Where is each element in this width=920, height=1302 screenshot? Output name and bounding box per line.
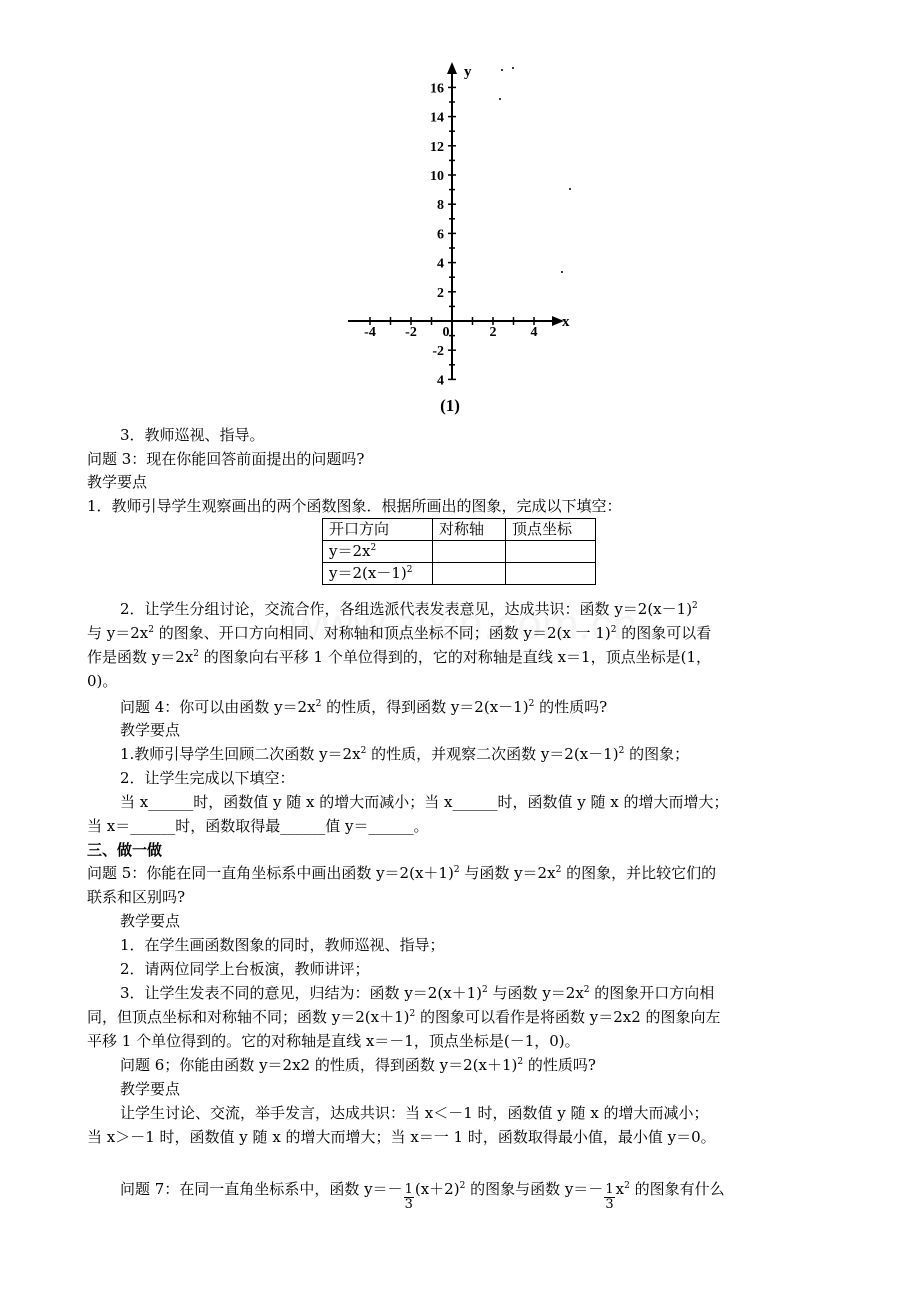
point-1: 1.教师引导学生回顾二次函数 $y=2x^2$ 的性质，并观察二次函数 $y=2(x-1)^2$ 的图象； bbox=[120, 745, 690, 763]
speck bbox=[499, 98, 501, 100]
text-line: 让学生讨论、交流，举手发言，达成共识：当 x＜－1 时，函数值 y 随 x 的增大而减小； bbox=[120, 1104, 709, 1122]
point-1: 1．在学生画函数图象的同时，教师巡视、指导； bbox=[120, 936, 445, 954]
point-1: 1．教师引导学生观察画出的两个函数图象．根据所画出的图象，完成以下填空： bbox=[87, 497, 622, 515]
x-axis-label: x bbox=[562, 314, 570, 330]
text-line: 0)。 bbox=[87, 672, 118, 690]
point-2: 2．让学生分组讨论，交流合作，各组选派代表发表意见，达成共识：函数 $y=2(x-1)^2$ bbox=[120, 600, 698, 618]
table-cell-blank bbox=[506, 541, 596, 563]
axes-graph bbox=[330, 58, 590, 398]
y-tick-label: 6 bbox=[437, 227, 444, 243]
speck bbox=[569, 188, 571, 190]
speck bbox=[501, 69, 503, 71]
table-header-row bbox=[323, 519, 596, 541]
table-row bbox=[323, 563, 596, 585]
y-tick-label: 12 bbox=[430, 139, 444, 155]
table-row bbox=[323, 541, 596, 563]
y-axis-arrow bbox=[447, 62, 457, 74]
point-3: 3．让学生发表不同的意见，归结为：函数 $y=2(x+1)^2$ 与函数 $y=2x^2$ 的图象开口方向相 bbox=[120, 984, 715, 1002]
y-axis-label: y bbox=[464, 64, 472, 80]
table-header: 顶点坐标 bbox=[506, 519, 596, 541]
y-tick-label: 2 bbox=[437, 285, 444, 301]
key-points-heading: 教学要点 bbox=[120, 1080, 181, 1098]
y-tick-label: -2 bbox=[432, 344, 444, 360]
text-line: 联系和区别吗? bbox=[87, 888, 186, 906]
question-5: 问题 5：你能在同一直角坐标系中画出函数 $y=2(x+1)^2$ 与函数 $y=2x^2$ 的图象，并比较它们的 bbox=[87, 864, 717, 882]
text-line: 当 x＞－1 时，函数值 y 随 x 的增大而增大；当 x＝一 1 时，函数取得最小值，最小值 y＝0。 bbox=[87, 1128, 716, 1146]
key-points-heading: 教学要点 bbox=[120, 912, 181, 930]
fill-blank-line: 当 x＝______时，函数取得最______值 y＝______。 bbox=[87, 817, 429, 835]
figure-caption: (1) bbox=[440, 396, 460, 415]
watermark bbox=[290, 600, 637, 650]
table-cell: $y=2(x-1)^2$ bbox=[323, 563, 433, 585]
fill-blank-line: 当 x______时，函数值 y 随 x 的增大而减小；当 x______时，函数值 y 随 x 的增大而增大； bbox=[120, 793, 729, 811]
table-header: 开口方向 bbox=[323, 519, 433, 541]
point-2: 2．请两位同学上台板演，教师讲评； bbox=[120, 960, 370, 978]
step-3: 3．教师巡视、指导。 bbox=[120, 426, 265, 444]
table-header: 对称轴 bbox=[433, 519, 506, 541]
question-6: 问题 6；你能由函数 y＝2x2 的性质，得到函数 $y=2(x+1)^2$ 的性质吗? bbox=[120, 1056, 596, 1074]
y-tick-label: 16 bbox=[430, 81, 444, 97]
text-line: 与 $y=2x^2$ 的图象、开口方向相同、对称轴和顶点坐标不同；函数 y＝2(x 一 1)$^2$ 的图象可以看 bbox=[87, 624, 712, 642]
fraction: $\frac{1}{3}$ bbox=[404, 1182, 413, 1212]
table-cell-blank bbox=[433, 563, 506, 585]
x-tick-label: 4 bbox=[530, 325, 538, 340]
question-3: 问题 3：现在你能回答前面提出的问题吗? bbox=[87, 450, 365, 468]
table-cell-blank bbox=[506, 563, 596, 585]
text-line: 平移 1 个单位得到的。它的对称轴是直线 x＝－1，顶点坐标是(－1，0)。 bbox=[87, 1032, 580, 1050]
key-points-heading: 教学要点 bbox=[87, 473, 148, 491]
speck bbox=[512, 67, 514, 69]
point-2: 2．让学生完成以下填空： bbox=[120, 769, 295, 787]
y-tick-label: 4 bbox=[437, 256, 444, 272]
fill-in-table bbox=[322, 518, 596, 585]
y-tick-label: 4 bbox=[437, 373, 444, 389]
fraction: $\frac{1}{3}$ bbox=[605, 1182, 614, 1212]
speck bbox=[561, 271, 563, 273]
y-tick-label: 8 bbox=[437, 198, 444, 214]
table-cell-blank bbox=[433, 541, 506, 563]
y-tick-label: 14 bbox=[430, 110, 444, 126]
coordinate-figure bbox=[330, 58, 590, 423]
question-4: 问题 4：你可以由函数 $y=2x^2$ 的性质，得到函数 $y=2(x-1)^2$ 的性质吗? bbox=[120, 698, 608, 716]
key-points-heading: 教学要点 bbox=[120, 721, 181, 739]
table-cell: $y=2x^2$ bbox=[323, 541, 433, 563]
x-tick-label: -4 bbox=[364, 325, 376, 340]
section-heading: 三、做一做 bbox=[87, 841, 163, 859]
text-line: 作是函数 $y=2x^2$ 的图象向右平移 1 个单位得到的，它的对称轴是直线 x＝1，顶点坐标是(1， bbox=[87, 648, 712, 666]
text-line: 同，但顶点坐标和对称轴不同；函数 $y=2(x+1)^2$ 的图象可以看作是将函数 y＝2x2 的图象向左 bbox=[87, 1008, 721, 1026]
question-7: 问题 7：在同一直角坐标系中，函数 y＝－ $\frac{1}{3}$ $(x+2)^2$ 的图象与函数 y＝－ $\frac{1}{3}$ $x^2$ 的图象有什么 bbox=[120, 1180, 725, 1212]
x-tick-label: 2 bbox=[489, 325, 497, 340]
y-tick-label: 10 bbox=[430, 169, 444, 184]
x-tick-label: -2 bbox=[405, 325, 417, 340]
x-tick-label: 0 bbox=[442, 325, 450, 340]
